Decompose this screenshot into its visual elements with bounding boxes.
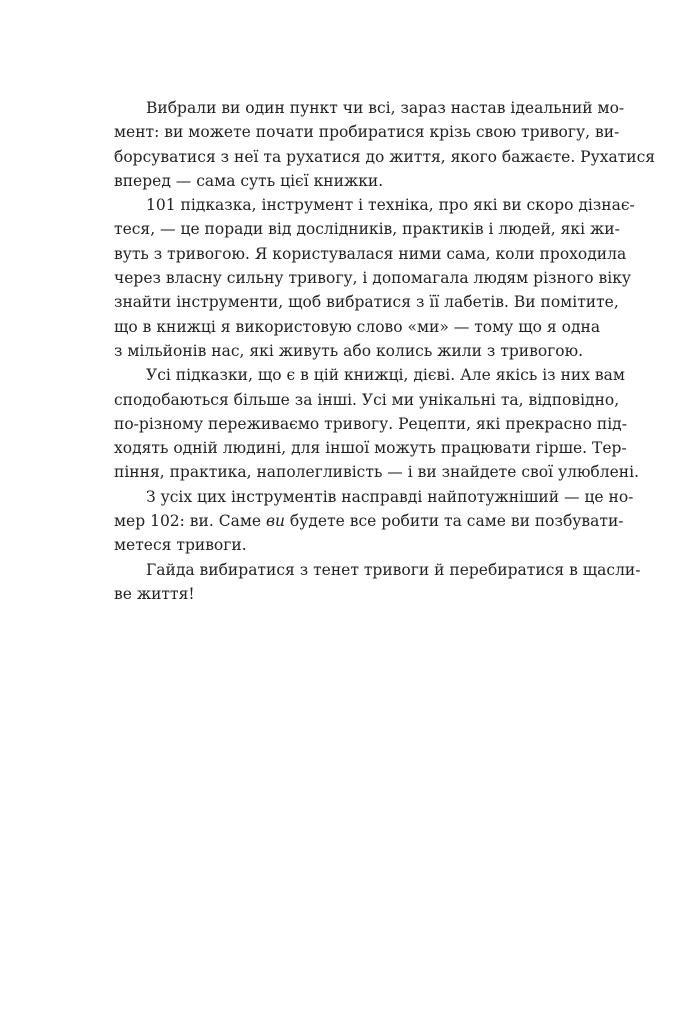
text-line: піння, практика, наполегливість — і ви знайдете свої улюблені. [114,463,640,482]
text-line: метеся тривоги. [114,536,247,555]
emphasized-word: ви [265,512,285,531]
paragraph-4 [114,485,634,558]
paragraph-1 [114,96,656,193]
body-text [114,96,656,606]
text-line: що в книжці я використовую слово «ми» — тому що я одна [114,317,601,336]
text-line: по-різному переживаємо тривогу. Рецепти, які прекрасно під- [114,414,627,433]
text-line-with-emphasis [114,509,624,533]
text-line: Гайда вибиратися з тенет тривоги й перебиратися в щасли- [146,560,641,579]
text-line: борсуватися з неї та рухатися до життя, якого бажаєте. Рухатися [114,147,656,166]
text-fragment: мер 102: ви. Саме [114,512,266,531]
text-line: ве життя! [114,584,195,603]
paragraph-5 [114,558,641,607]
paragraph-2 [114,193,635,363]
text-fragment: будете все робити та саме ви позбувати- [285,512,624,531]
paragraph-3 [114,363,640,484]
text-line: сподобаються більше за інші. Усі ми унікальні та, відповідно, [114,390,620,409]
text-line: ходять одній людині, для іншої можуть працювати гірше. Тер- [114,439,627,458]
text-line: Усі підказки, що є в цій книжці, дієві. Але якісь із них вам [146,366,625,385]
text-line: теся, — це поради від дослідників, практиків і людей, які жи- [114,220,620,239]
text-line: З усіх цих інструментів насправді найпотужніший — це но- [146,487,634,506]
text-line: через власну сильну тривогу, і допомагала людям різного віку [114,269,632,288]
text-line: з мільйонів нас, які живуть або колись жили з тривогою. [114,341,584,360]
text-line: вуть з тривогою. Я користувалася ними сама, коли проходила [114,244,627,263]
text-line: знайти інструменти, щоб вибратися з її лабетів. Ви помітите, [114,293,619,312]
text-line: Вибрали ви один пункт чи всі, зараз настав ідеальний мо- [146,99,625,117]
text-line: 101 підказка, інструмент і техніка, про які ви скоро дізнає- [146,196,635,215]
text-line: мент: ви можете почати пробиратися крізь свою тривогу, ви- [114,123,620,142]
text-line: вперед — сама суть цієї книжки. [114,171,384,190]
